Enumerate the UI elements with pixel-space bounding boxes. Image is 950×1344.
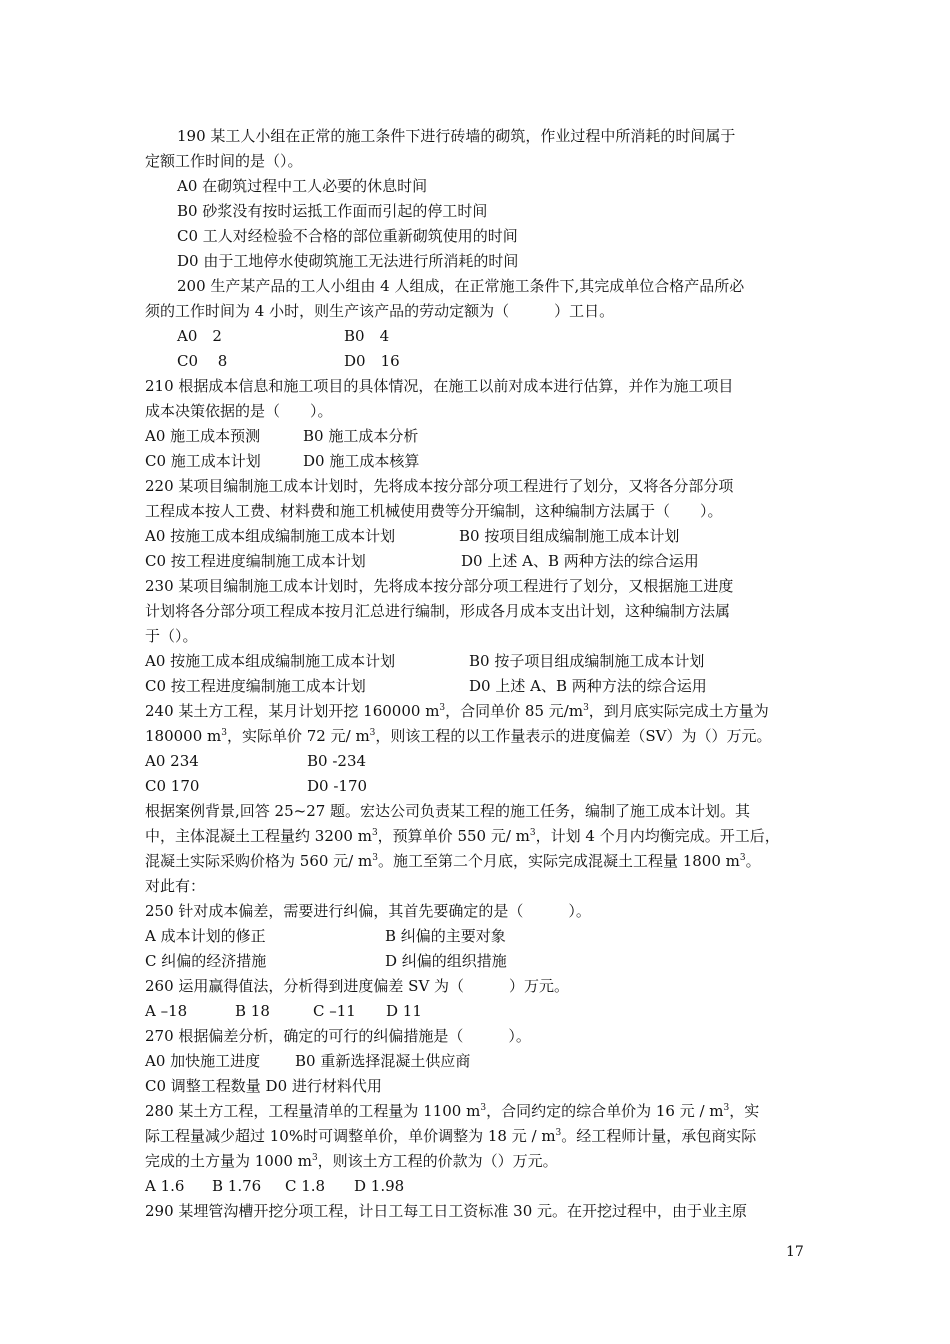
q19-stem-line2: 定额工作时间的是（）。 [145,152,303,170]
q28-stem-line3 [145,1149,810,1174]
superscript: 3 [372,853,378,863]
superscript: 3 [371,828,378,838]
q26-option-b: B 18 [235,1002,270,1020]
q24-stem-line1 [145,699,810,724]
q23-option-b: B0 按子项目组成编制施工成本计划 [469,652,705,670]
superscript: 3 [529,828,536,838]
q21-option-b: B0 施工成本分析 [303,427,419,445]
q24-option-d: D0 -170 [307,777,368,795]
superscript: 3 [480,1103,487,1113]
q27-option-a: A0 加快施工进度 [145,1052,261,1070]
q21-stem-line2: 成本决策依据的是（ ）。 [145,402,333,420]
q22-option-d: D0 上述 A、B 两种方法的综合运用 [461,552,699,570]
q26-option-d: D 11 [386,1002,422,1020]
superscript: 3 [723,1103,730,1113]
case-line3 [145,849,810,874]
q19-option-c: C0 工人对经检验不合格的部位重新砌筑使用的时间 [177,227,518,245]
case-text: 混凝土实际采购价格为 560 元/ m [145,852,373,870]
q22-option-b: B0 按项目组成编制施工成本计划 [459,527,680,545]
q28-text: 完成的土方量为 1000 m [145,1152,312,1170]
q24-text: 240 某土方工程，某月计划开挖 160000 m [145,702,440,720]
q21-option-d: D0 施工成本核算 [303,452,420,470]
q25-option-b: B 纠偏的主要对象 [385,927,506,945]
page-number: 17 [786,1244,804,1260]
q26-option-a: A –18 [145,1002,188,1020]
q21-stem-line1: 210 根据成本信息和施工项目的具体情况，在施工以前对成本进行估算，并作为施工项目 [145,377,734,395]
q24-option-b: B0 -234 [307,752,367,770]
q25-option-d: D 纠偏的组织措施 [385,952,507,970]
q23-stem-line3: 于（）。 [145,627,198,645]
q20-options-cd [145,349,810,374]
q24-text: ，到月底实际完成土方量为 [588,702,769,720]
case-text: 。 [745,852,761,870]
q24-option-c: C0 170 [145,777,200,795]
q21-option-c: C0 施工成本计划 [145,452,261,470]
q26-option-c: C –11 [313,1002,356,1020]
q20-option-a: A0 2 [177,327,222,345]
q28-option-c: C 1.8 [285,1177,326,1195]
superscript: 3 [311,1153,318,1163]
q20-option-c: C0 8 [177,352,228,370]
q22-stem-line1: 220 某项目编制施工成本计划时，先将成本按分部分项工程进行了划分，又将各分部分项 [145,477,734,495]
q25-options-cd [145,949,810,974]
q22-options-ab [145,524,810,549]
q22-option-a: A0 按施工成本组成编制施工成本计划 [145,527,396,545]
case-text: ，计划 4 个月内均衡完成。开工后， [535,827,780,845]
q24-text: 180000 m [145,727,222,745]
q23-option-d: D0 上述 A、B 两种方法的综合运用 [469,677,707,695]
q28-option-a: A 1.6 [145,1177,185,1195]
q21-options-cd [145,449,810,474]
q25-options-ab [145,924,810,949]
superscript: 3 [555,1128,562,1138]
q28-stem-line1 [145,1099,810,1124]
q23-option-c: C0 按工程进度编制施工成本计划 [145,677,366,695]
case-line1: 根据案例背景,回答 25~27 题。宏达公司负责某工程的施工任务，编制了施工成本计划。其 [145,802,751,820]
q27-option-b: B0 重新选择混凝土供应商 [295,1052,471,1070]
q28-text: ，实 [729,1102,760,1120]
q24-option-a: A0 234 [145,752,199,770]
q24-stem-line2 [145,724,810,749]
q22-options-cd [145,549,810,574]
q26-options [145,999,810,1024]
q19-stem-line1: 190 某工人小组在正常的施工条件下进行砖墙的砌筑，作业过程中所消耗的时间属于 [177,127,736,145]
case-text: 。施工至第二个月底，实际完成混凝土工程量 1800 m [377,852,740,870]
case-line4: 对此有： [145,877,206,895]
superscript: 3 [739,853,746,863]
q19-option-b: B0 砂浆没有按时运抵工作面而引起的停工时间 [177,202,488,220]
q24-options-ab [145,749,810,774]
q20-stem-line2: 须的工作时间为 4 小时，则生产该产品的劳动定额为（ ）工日。 [145,302,615,320]
q24-text: ，实际单价 72 元/ m [227,727,370,745]
q28-text: 际工程量减少超过 10%时可调整单价，单价调整为 18 元 / m [145,1127,556,1145]
case-text: 中，主体混凝土工程量约 3200 m [145,827,372,845]
q22-option-c: C0 按工程进度编制施工成本计划 [145,552,366,570]
q27-options-cd: C0 调整工程数量 D0 进行材料代用 [145,1077,382,1095]
q19-option-a: A0 在砌筑过程中工人必要的休息时间 [177,177,428,195]
q23-option-a: A0 按施工成本组成编制施工成本计划 [145,652,396,670]
case-text: ，预算单价 550 元/ m [377,827,530,845]
q22-stem-line2: 工程成本按人工费、材料费和施工机械使用费等分开编制，这种编制方法属于（ ）。 [145,502,723,520]
q20-stem-line1: 200 生产某产品的工人小组由 4 人组成，在正常施工条件下,其完成单位合格产品所必 [177,277,745,295]
q23-options-cd [145,674,810,699]
q23-options-ab [145,649,810,674]
q24-text: ，合同单价 85 元/m [445,702,584,720]
q20-option-b: B0 4 [344,327,390,345]
q25-option-a: A 成本计划的修正 [145,927,266,945]
page-content [145,124,810,1224]
q28-text: 280 某土方工程，工程量清单的工程量为 1100 m [145,1102,481,1120]
q27-options-ab [145,1049,810,1074]
q28-text: 。经工程师计量，承包商实际 [561,1127,757,1145]
q21-options-ab [145,424,810,449]
q28-option-d: D 1.98 [354,1177,405,1195]
q28-options [145,1174,810,1199]
q24-options-cd [145,774,810,799]
q21-option-a: A0 施工成本预测 [145,427,261,445]
superscript: 3 [221,728,227,738]
q25-stem: 250 针对成本偏差，需要进行纠偏，其首先要确定的是（ ）。 [145,902,591,920]
q29-stem-line1: 290 某埋管沟槽开挖分项工程，计日工每工日工资标准 30 元。在开挖过程中，由于业主原 [145,1202,748,1220]
superscript: 3 [583,703,589,713]
q28-text: ，合同约定的综合单价为 16 元 / m [486,1102,724,1120]
q20-options-ab [145,324,810,349]
q28-stem-line2 [145,1124,810,1149]
q24-text: ，则该工程的以工作量表示的进度偏差（SV）为（）万元。 [375,727,772,745]
q20-option-d: D0 16 [344,352,400,370]
case-line2 [145,824,810,849]
q28-option-b: B 1.76 [212,1177,262,1195]
q27-stem: 270 根据偏差分析，确定的可行的纠偏措施是（ ）。 [145,1027,531,1045]
q19-option-d: D0 由于工地停水使砌筑施工无法进行所消耗的时间 [177,252,519,270]
superscript: 3 [439,703,446,713]
q25-option-c: C 纠偏的经济措施 [145,952,267,970]
q26-stem: 260 运用赢得值法，分析得到进度偏差 SV 为（ ）万元。 [145,977,570,995]
q23-stem-line1: 230 某项目编制施工成本计划时，先将成本按分部分项工程进行了划分，又根据施工进度 [145,577,734,595]
superscript: 3 [369,728,376,738]
q23-stem-line2: 计划将各分部分项工程成本按月汇总进行编制，形成各月成本支出计划，这种编制方法属 [145,602,731,620]
q28-text: ，则该土方工程的价款为（）万元。 [317,1152,558,1170]
